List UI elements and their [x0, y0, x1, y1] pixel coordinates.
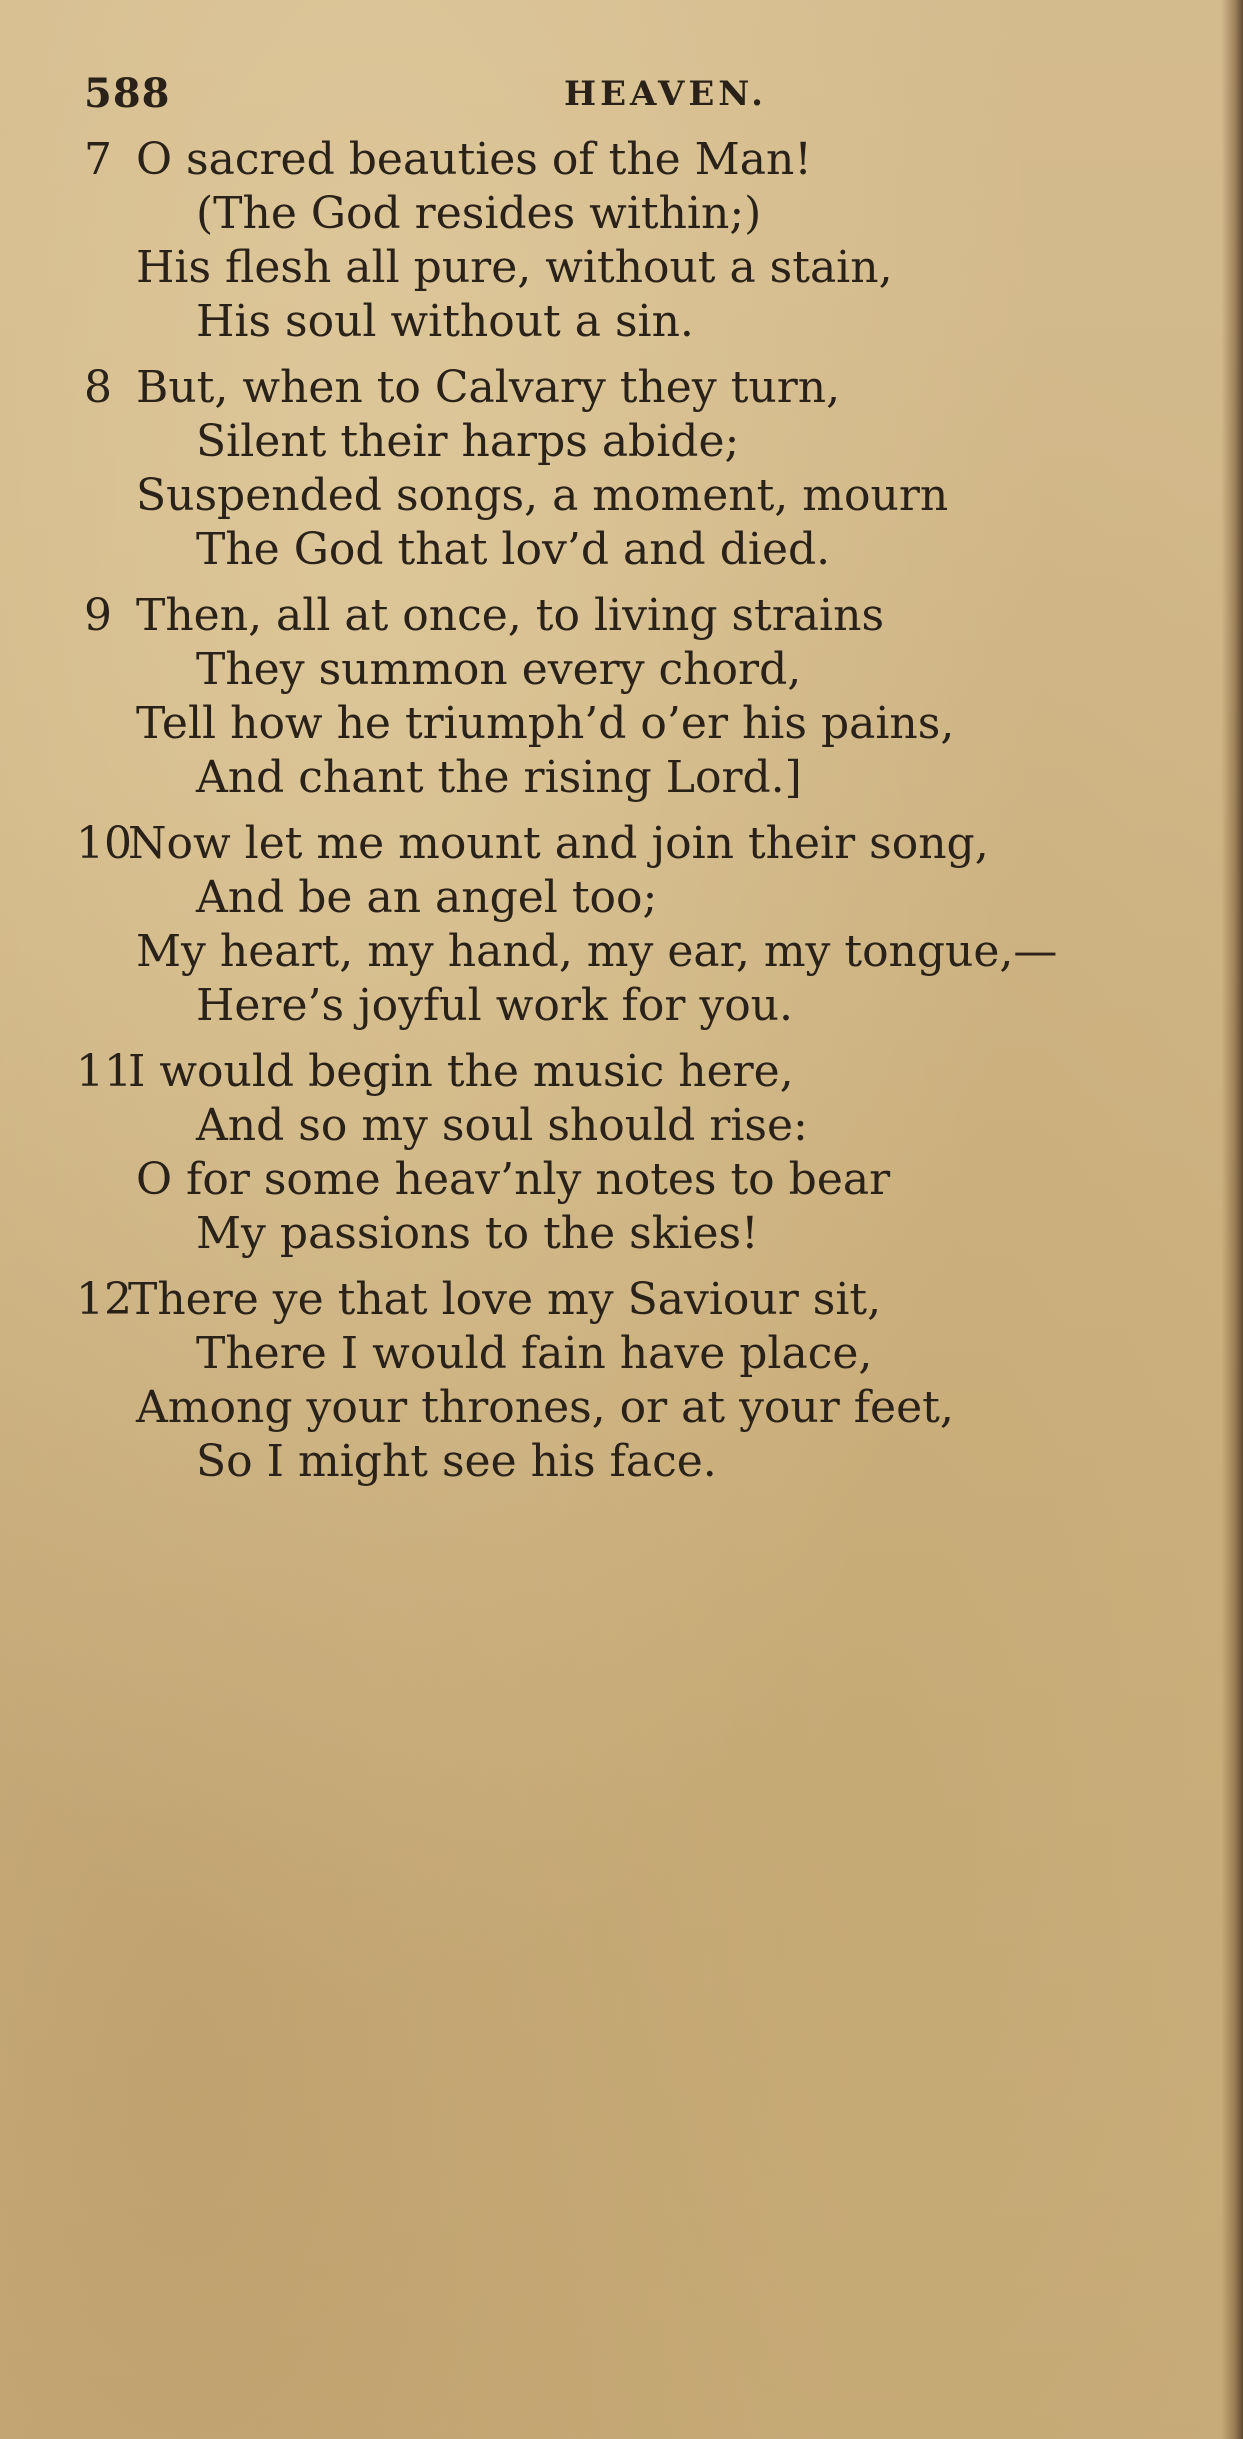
stanza-line: So I might see his face.: [196, 1436, 717, 1487]
stanza-8: [84, 361, 1184, 577]
line-text: I would begin the music here,: [128, 1046, 794, 1097]
line-text: Now let me mount and join their song,: [128, 818, 989, 869]
verse-number: 12: [76, 1274, 132, 1325]
stanza-line: [76, 1045, 1184, 1099]
stanza-line: (The God resides within;): [196, 188, 762, 239]
stanza-11: [76, 1045, 1184, 1261]
stanza-9: [84, 589, 1184, 805]
line-text: There ye that love my Saviour sit,: [128, 1274, 882, 1325]
stanza-12: [76, 1273, 1184, 1489]
stanza-line: And be an angel too;: [196, 872, 658, 923]
line-text: Then, all at once, to living strains: [136, 590, 885, 641]
stanza-line: Here’s joyful work for you.: [196, 980, 794, 1031]
stanza-line: His flesh all pure, without a stain,: [136, 242, 893, 293]
hymn-text: [76, 133, 1184, 1501]
stanza-line: [84, 133, 1184, 187]
stanza-line: His soul without a sin.: [196, 296, 694, 347]
stanza-line: [84, 361, 1184, 415]
verse-number: 7: [84, 134, 112, 185]
page-edge-shadow: [1221, 0, 1243, 2439]
verse-number: 9: [84, 590, 112, 641]
stanza-line: O for some heav’nly notes to bear: [136, 1154, 891, 1205]
stanza-line: There I would fain have place,: [196, 1328, 873, 1379]
verse-number: 8: [84, 362, 112, 413]
page-header: [84, 70, 1144, 130]
line-text: O sacred beauties of the Man!: [136, 134, 812, 185]
stanza-line: The God that lov’d and died.: [196, 524, 831, 575]
stanza-line: And chant the rising Lord.]: [196, 752, 802, 803]
page-number: 588: [84, 70, 171, 117]
stanza-7: [84, 133, 1184, 349]
stanza-line: My heart, my hand, my ear, my tongue,—: [136, 926, 1058, 977]
stanza-line: My passions to the skies!: [196, 1208, 759, 1259]
stanza-line: And so my soul should rise:: [196, 1100, 808, 1151]
verse-number: 10: [76, 818, 132, 869]
stanza-line: [76, 1273, 1184, 1327]
stanza-line: [84, 589, 1184, 643]
stanza-10: [76, 817, 1184, 1033]
running-title: HEAVEN.: [564, 74, 767, 114]
line-text: But, when to Calvary they turn,: [136, 362, 841, 413]
stanza-line: Among your thrones, or at your feet,: [136, 1382, 954, 1433]
stanza-line: Suspended songs, a moment, mourn: [136, 470, 949, 521]
stanza-line: Tell how he triumph’d o’er his pains,: [136, 698, 955, 749]
stanza-line: They summon every chord,: [196, 644, 802, 695]
verse-number: 11: [76, 1046, 132, 1097]
stanza-line: [76, 817, 1184, 871]
stanza-line: Silent their harps abide;: [196, 416, 740, 467]
